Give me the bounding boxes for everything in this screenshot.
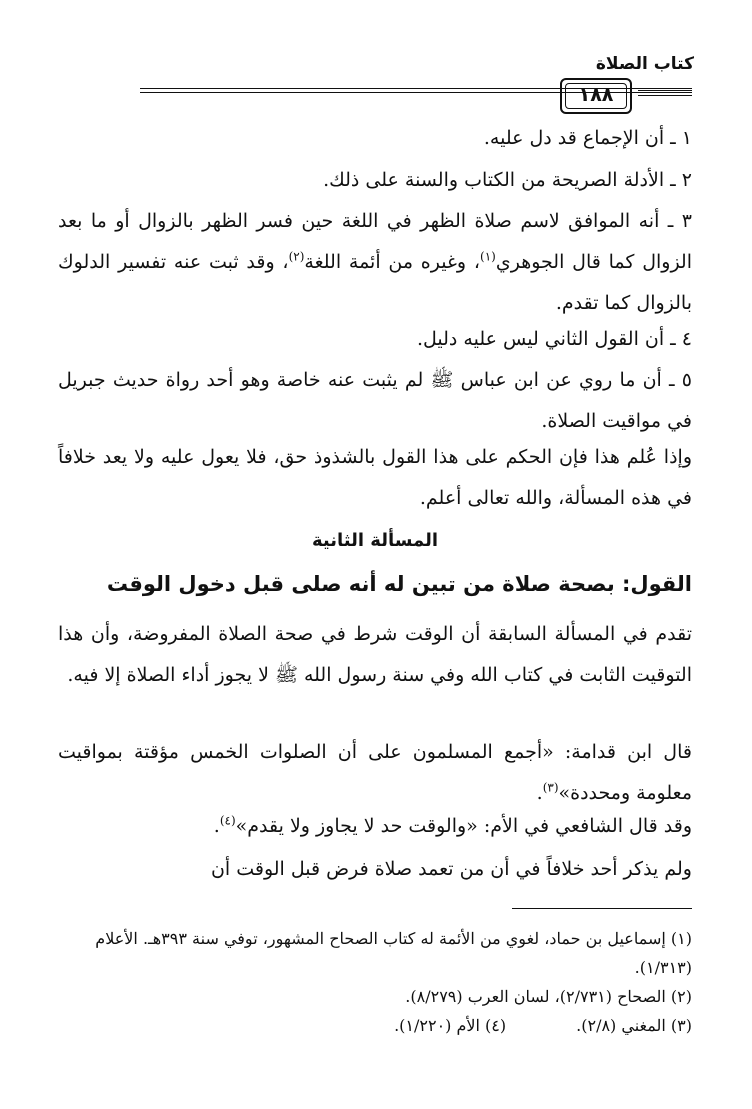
running-header-title: كتاب الصلاة [595, 54, 694, 74]
ibn-qudama-text: قال ابن قدامة: «أجمع المسلمون على أن الصلوات الخمس مؤقتة بمواقيت معلومة ومحددة» [58, 741, 692, 804]
footnote-3: (٣) المغني (٢/٨). [576, 1016, 692, 1035]
footnote-row-3-4 [58, 1013, 692, 1039]
point-5: ٥ ـ أن ما روي عن ابن عباس ﷺ لم يثبت عنه خاصة وهو أحد رواة حديث جبريل في مواقيت الصلاة. [58, 369, 692, 432]
ibn-qudama-end: . [536, 782, 543, 804]
paragraph-continuation: ولم يذكر أحد خلافاً في أن من تعمد صلاة فرض قبل الوقت أن [210, 858, 692, 880]
footnote-1: (١) إسماعيل بن حماد، لغوي من الأئمة له كتاب الصحاح المشهور، توفي سنة ٣٩٣هـ. الأعلام (١/٣١٣). [95, 929, 692, 977]
page-number-frame [560, 78, 632, 114]
footnote-ref-4[interactable]: (٤) [219, 813, 236, 828]
point-3-text-c: ، وقد ثبت عنه تفسير الدلوك بالزوال كما تقدم. [58, 251, 692, 314]
footnote-ref-2[interactable]: (٢) [288, 249, 305, 264]
header-rule-right-2 [638, 95, 692, 96]
shafii-end: . [213, 815, 220, 837]
paragraph-shafii [58, 806, 692, 847]
point-2: ٢ ـ الأدلة الصريحة من الكتاب والسنة على ذلك. [323, 169, 692, 191]
shafii-text: وقد قال الشافعي في الأم: «والوقت حد لا يجاوز ولا يقدم» [235, 815, 692, 837]
conclusion-paragraph: وإذا عُلم هذا فإن الحكم على هذا القول بالشذوذ حق، فلا يعول عليه ولا يعد خلافاً في هذه المسألة، والله تعالى أعلم. [58, 446, 692, 509]
paragraph-intro: تقدم في المسألة السابقة أن الوقت شرط في صحة الصلاة المفروضة، وأن هذا التوقيت الثابت في كتاب الله وفي سنة رسول الله ﷺ لا يجوز أداء الصلاة إلا فيه. [58, 623, 692, 686]
section-title: المسألة الثانية [311, 530, 439, 551]
footnote-ref-3[interactable]: (٣) [542, 780, 559, 795]
question-heading [58, 572, 692, 596]
point-3-text-a: ٣ ـ أنه الموافق لاسم صلاة الظهر في اللغة حين فسر الظهر بالزوال أو ما بعد الزوال كما قال الجوهري [58, 210, 693, 273]
paragraph-ibn-qudama [58, 732, 692, 814]
point-1: ١ ـ أن الإجماع قد دل عليه. [483, 127, 692, 149]
question-text: بصحة صلاة من تبين له أنه صلى قبل دخول الوقت [106, 572, 623, 596]
footnote-2: (٢) الصحاح (٢/٧٣١)، لسان العرب (٨/٢٧٩). [405, 987, 692, 1006]
footnote-4: (٤) الأم (١/٢٢٠). [394, 1016, 507, 1035]
footnote-separator [512, 908, 692, 909]
header-rule-right-1 [638, 90, 692, 91]
point-3-text-b: ، وغيره من أئمة اللغة [304, 251, 481, 273]
point-4: ٤ ـ أن القول الثاني ليس عليه دليل. [416, 328, 692, 350]
point-3 [58, 201, 692, 324]
question-label: القول: [622, 572, 692, 596]
footnote-ref-1[interactable]: (١) [480, 249, 496, 264]
page-number: ١٨٨ [578, 84, 614, 106]
